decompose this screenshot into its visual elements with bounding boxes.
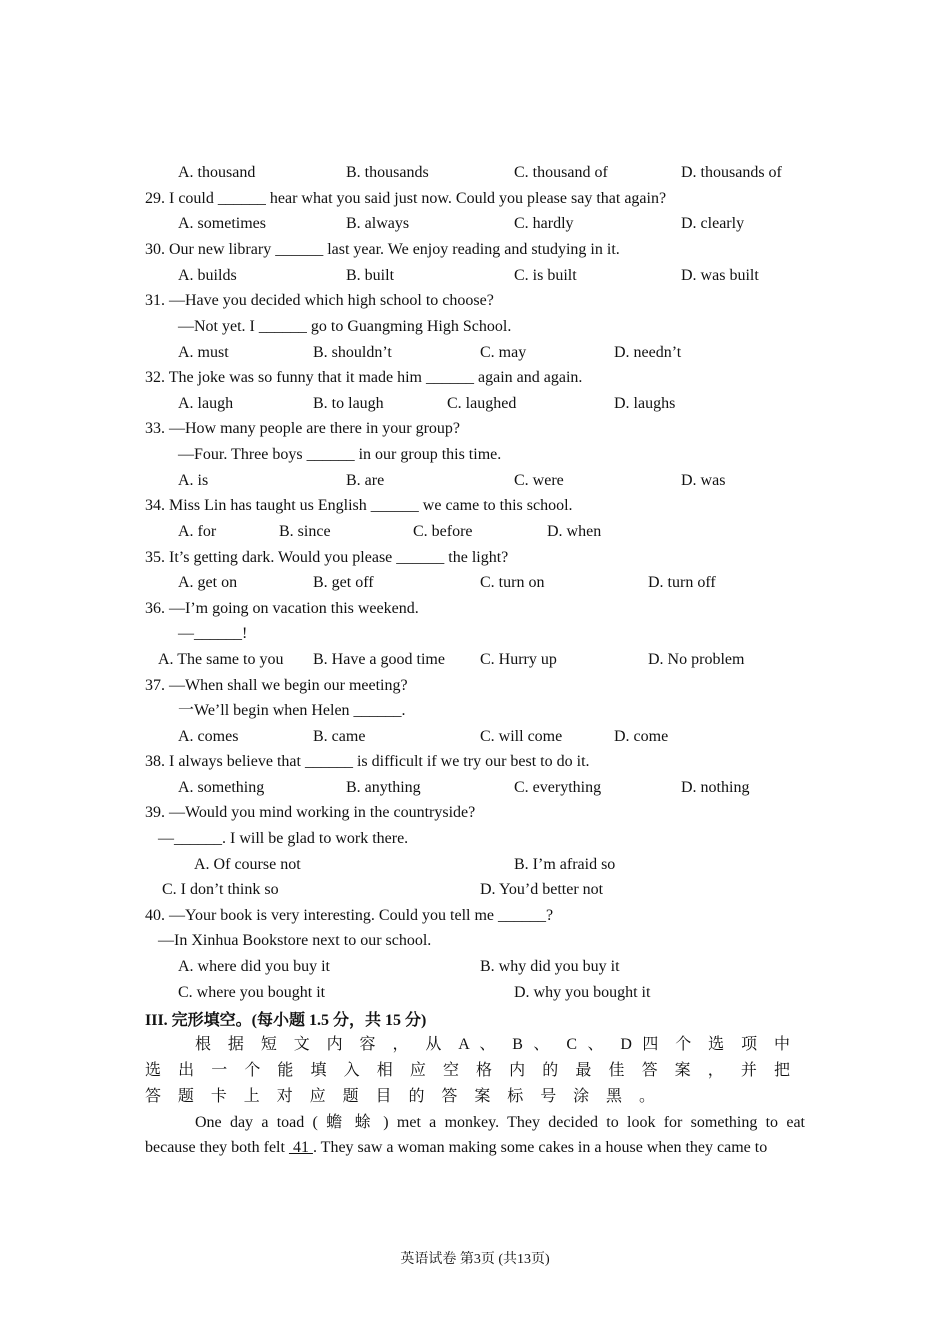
q38-option-b: B. anything xyxy=(346,779,421,796)
q33-response: —Four. Three boys ______ in our group this time. xyxy=(178,446,502,463)
q35-option-d: D. turn off xyxy=(648,574,716,591)
q37-stem: 37. —When shall we begin our meeting? xyxy=(145,677,408,694)
q34-option-c: C. before xyxy=(413,523,473,540)
q34-option-b: B. since xyxy=(279,523,331,540)
q28-option-b: B. thousands xyxy=(346,164,429,181)
passage-text-after-blank: . They saw a woman making some cakes in a house when they came to xyxy=(312,1139,768,1156)
q31-option-b: B. shouldn’t xyxy=(313,344,392,361)
q37-response: 一We’ll begin when Helen ______. xyxy=(178,702,406,719)
q38-option-d: D. nothing xyxy=(681,779,750,796)
page-footer: 英语试卷 第3页 (共13页) xyxy=(400,1252,550,1267)
q37-option-c: C. will come xyxy=(480,728,563,745)
q31-response: —Not yet. I ______ go to Guangming High School. xyxy=(178,318,512,335)
section-heading: III. 完形填空。(每小题 1.5 分，共 15 分) xyxy=(145,1012,427,1029)
q32-option-c: C. laughed xyxy=(447,395,517,412)
q39-stem: 39. —Would you mind working in the countryside? xyxy=(145,804,476,821)
q35-option-b: B. get off xyxy=(313,574,374,591)
q34-stem: 34. Miss Lin has taught us English ______ we came to this school. xyxy=(145,497,573,514)
passage-line-2 xyxy=(145,1138,767,1158)
q31-option-a: A. must xyxy=(178,344,229,361)
q39-response: —______. I will be glad to work there. xyxy=(158,830,409,847)
q37-option-a: A. comes xyxy=(178,728,239,745)
q28-option-c: C. thousand of xyxy=(514,164,608,181)
q32-option-d: D. laughs xyxy=(614,395,676,412)
q32-stem: 32. The joke was so funny that it made him ______ again and again. xyxy=(145,369,583,386)
q33-option-a: A. is xyxy=(178,472,209,489)
blank-41: 41 xyxy=(288,1139,313,1156)
q36-response: —______! xyxy=(178,625,248,642)
q36-option-a: A. The same to you xyxy=(158,651,284,668)
q39-option-a: A. Of course not xyxy=(194,856,301,873)
q30-option-c: C. is built xyxy=(514,267,577,284)
q30-stem: 30. Our new library ______ last year. We enjoy reading and studying in it. xyxy=(145,241,620,258)
q36-stem: 36. —I’m going on vacation this weekend. xyxy=(145,600,419,617)
q37-option-d: D. come xyxy=(614,728,669,745)
q35-option-a: A. get on xyxy=(178,574,238,591)
q40-stem: 40. —Your book is very interesting. Could you tell me ______? xyxy=(145,907,554,924)
q36-option-c: C. Hurry up xyxy=(480,651,557,668)
instruction-line-2: 选 出 一 个 能 填 入 相 应 空 格 内 的 最 佳 答 案 ， 并 把 xyxy=(145,1062,790,1079)
passage-text-before-blank: because they both felt xyxy=(145,1139,289,1156)
q37-option-b: B. came xyxy=(313,728,366,745)
q35-option-c: C. turn on xyxy=(480,574,545,591)
q29-stem: 29. I could ______ hear what you said just now. Could you please say that again? xyxy=(145,190,667,207)
q30-option-b: B. built xyxy=(346,267,395,284)
q38-option-c: C. everything xyxy=(514,779,602,796)
q31-option-c: C. may xyxy=(480,344,527,361)
q33-option-d: D. was xyxy=(681,472,726,489)
q39-option-c: C. I don’t think so xyxy=(162,881,279,898)
q38-stem: 38. I always believe that ______ is difficult if we try our best to do it. xyxy=(145,753,590,770)
q31-stem: 31. —Have you decided which high school to choose? xyxy=(145,292,494,309)
q28-option-d: D. thousands of xyxy=(681,164,782,181)
q34-option-d: D. when xyxy=(547,523,602,540)
q40-option-a: A. where did you buy it xyxy=(178,958,330,975)
q39-option-d: D. You’d better not xyxy=(480,881,604,898)
q29-option-d: D. clearly xyxy=(681,215,745,232)
q39-option-b: B. I’m afraid so xyxy=(514,856,616,873)
q29-option-a: A. sometimes xyxy=(178,215,266,232)
q36-option-d: D. No problem xyxy=(648,651,745,668)
q35-stem: 35. It’s getting dark. Would you please ______ the light? xyxy=(145,549,509,566)
q40-option-d: D. why you bought it xyxy=(514,984,651,1001)
instruction-line-1: 根 据 短 文 内 容 ， 从 A 、 B 、 C 、 D 四 个 选 项 中 xyxy=(195,1036,790,1053)
passage-line-1: One day a toad ( 蟾 蜍 ) met a monkey. They decided to look for something to eat xyxy=(195,1114,805,1131)
q31-option-d: D. needn’t xyxy=(614,344,682,361)
instruction-line-3: 答 题 卡 上 对 应 题 目 的 答 案 标 号 涂 黑 。 xyxy=(145,1088,655,1105)
q33-stem: 33. —How many people are there in your group? xyxy=(145,420,461,437)
q29-option-b: B. always xyxy=(346,215,410,232)
q40-option-c: C. where you bought it xyxy=(178,984,326,1001)
q40-response: —In Xinhua Bookstore next to our school. xyxy=(158,932,432,949)
q33-option-c: C. were xyxy=(514,472,564,489)
q30-option-a: A. builds xyxy=(178,267,237,284)
q32-option-a: A. laugh xyxy=(178,395,234,412)
q32-option-b: B. to laugh xyxy=(313,395,384,412)
q29-option-c: C. hardly xyxy=(514,215,574,232)
q38-option-a: A. something xyxy=(178,779,265,796)
q28-option-a: A. thousand xyxy=(178,164,256,181)
q36-option-b: B. Have a good time xyxy=(313,651,445,668)
q33-option-b: B. are xyxy=(346,472,385,489)
q30-option-d: D. was built xyxy=(681,267,759,284)
q40-option-b: B. why did you buy it xyxy=(480,958,620,975)
q34-option-a: A. for xyxy=(178,523,217,540)
